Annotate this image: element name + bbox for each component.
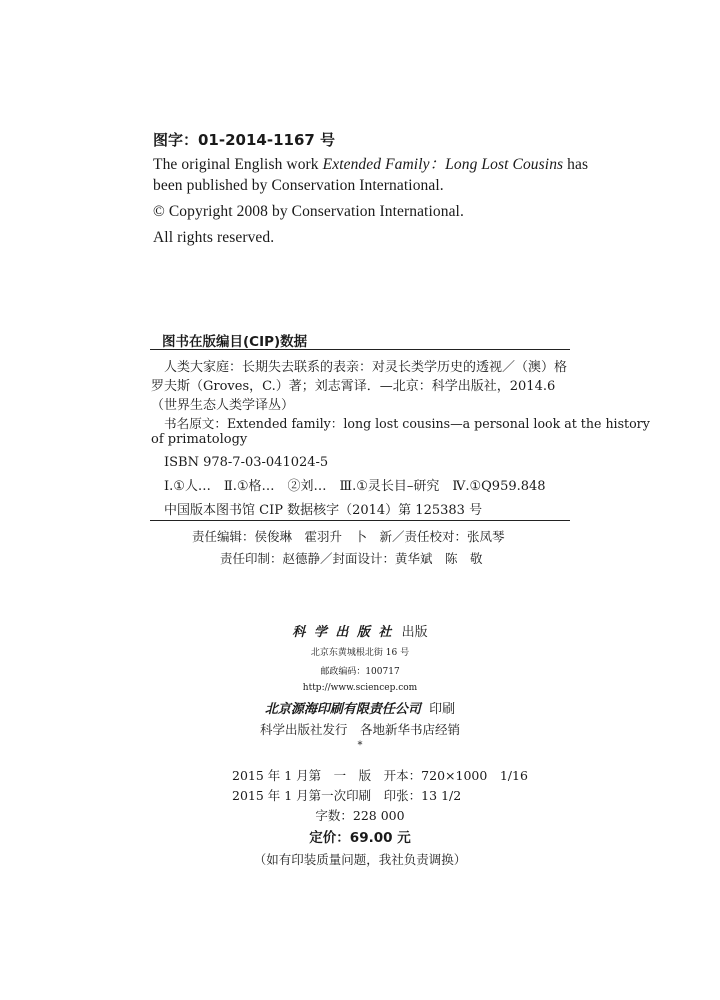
copyright-line-3: © Copyright 2008 by Conservation International. [153, 203, 464, 220]
copyright-line-1 [153, 152, 588, 174]
staff-line-2: 责任印制：赵德静／封面设计：黄华斌 陈 敬 [220, 551, 483, 566]
publisher-name: 科 学 出 版 社 [292, 625, 394, 640]
copyright-line-4: All rights reserved. [153, 229, 275, 246]
publisher-url: http://www.sciencep.com [302, 683, 418, 693]
registration-number: 图字：01-2014-1167 号 [153, 131, 336, 149]
cip-heading: 图书在版编目(CIP)数据 [162, 334, 308, 350]
cip-isbn: ISBN 978-7-03-041024-5 [164, 455, 329, 470]
edition-line: 2015 年 1 月第 一 版 开本：720×1000 1/16 [232, 768, 528, 783]
printer-line [0, 698, 720, 717]
cip-entry-line-2: 罗夫斯（Groves，C.）著；刘志霄译．—北京：科学出版社，2014.6 [151, 379, 556, 394]
cip-entry-line-3: （世界生态人类学译丛） [151, 398, 295, 413]
copyright-line-1-pre: The original English work [153, 156, 323, 173]
publisher-line [0, 621, 720, 640]
distribution-line: 科学出版社发行 各地新华书店经销 [259, 722, 460, 737]
quality-notice: （如有印装质量问题，我社负责调换） [253, 852, 467, 867]
publisher-address: 北京东黄城根北街 16 号 [310, 648, 410, 658]
price: 定价：69.00 元 [309, 830, 411, 846]
word-count: 字数：228 000 [315, 808, 405, 823]
cip-bottom-rule [150, 520, 570, 521]
printer-name: 北京源海印刷有限责任公司 [264, 702, 421, 717]
cip-data-number: 中国版本图书馆 CIP 数据核字（2014）第 125383 号 [164, 503, 483, 518]
separator-star: * [357, 740, 363, 751]
cip-subjects: Ⅰ.①人… Ⅱ.①格… ②刘… Ⅲ.①灵长目–研究 Ⅳ.①Q959.848 [164, 479, 546, 494]
copyright-line-2: been published by Conservation International. [153, 177, 444, 194]
publish-label: 出版 [401, 625, 428, 640]
cip-original-title-2: of primatology [151, 432, 248, 447]
staff-line-1: 责任编辑：侯俊琳 霍羽升 卜 新／责任校对：张凤琴 [192, 529, 505, 544]
print-label: 印刷 [429, 702, 456, 717]
cip-original-title-1: 书名原文：Extended family：long lost cousins—a personal look at the history [164, 416, 650, 431]
publisher-postcode: 邮政编码：100717 [320, 667, 400, 677]
cip-top-rule [150, 349, 570, 350]
copyright-line-1-post: has [563, 156, 589, 173]
printing-line: 2015 年 1 月第一次印刷 印张：13 1/2 [232, 788, 462, 803]
original-title: Extended Family：Long Lost Cousins [322, 156, 564, 173]
cip-entry-line-1: 人类大家庭：长期失去联系的表亲：对灵长类学历史的透视／（澳）格 [164, 360, 568, 375]
